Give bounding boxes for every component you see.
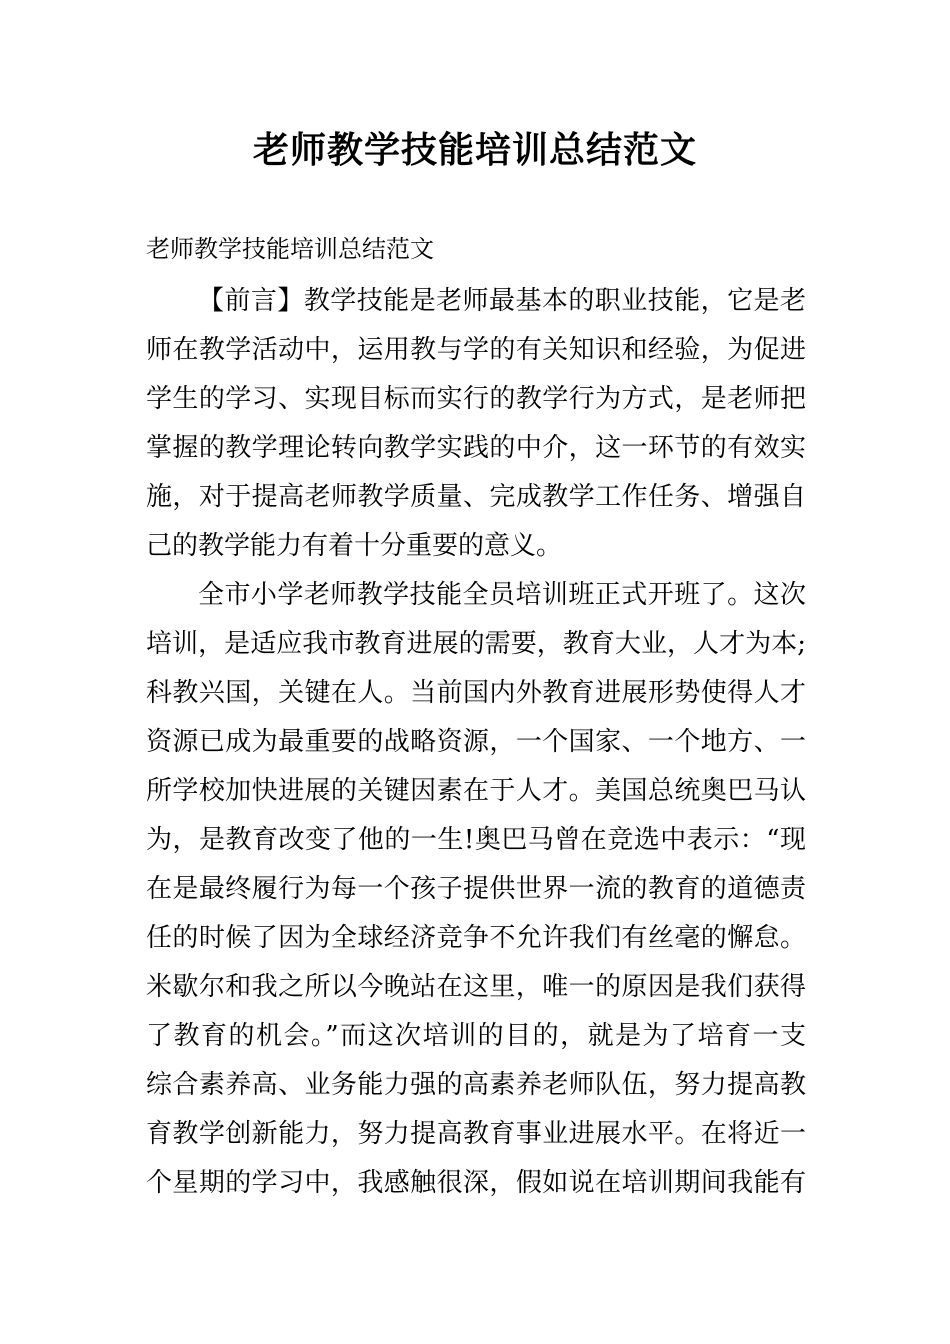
paragraph-training <box>146 575 806 1212</box>
text-line: 为，是教育改变了他的一生!奥巴马曾在竞选中表示：“现 <box>146 825 806 855</box>
paragraph-preface <box>146 281 806 575</box>
text-line: 科教兴国，关键在人。当前国内外教育进展形势使得人才 <box>146 678 806 708</box>
text-line: 综合素养高、业务能力强的高素养老师队伍，努力提高教 <box>146 1070 806 1100</box>
text-line: 己的教学能力有着十分重要的意义。 <box>146 531 563 561</box>
text-line: 在是最终履行为每一个孩子提供世界一流的教育的道德责 <box>146 874 806 904</box>
text-line: 全市小学老师教学技能全员培训班正式开班了。这次 <box>198 580 806 610</box>
document-title: 老师教学技能培训总结范文 <box>252 130 697 171</box>
text-line: 任的时候了因为全球经济竞争不允许我们有丝毫的懈怠。 <box>146 923 806 953</box>
text-line: 培训，是适应我市教育进展的需要，教育大业，人才为本; <box>146 629 806 659</box>
document-body <box>146 281 806 1212</box>
text-line: 【前言】教学技能是老师最基本的职业技能，它是老 <box>198 286 806 316</box>
text-line: 个星期的学习中，我感触很深，假如说在培训期间我能有 <box>146 1168 806 1198</box>
text-line: 学生的学习、实现目标而实行的教学行为方式，是老师把 <box>146 384 806 414</box>
text-line: 育教学创新能力，努力提高教育事业进展水平。在将近一 <box>146 1119 806 1149</box>
text-line: 师在教学活动中，运用教与学的有关知识和经验，为促进 <box>146 335 806 365</box>
document-subtitle: 老师教学技能培训总结范文 <box>146 235 434 263</box>
text-line: 掌握的教学理论转向教学实践的中介，这一环节的有效实 <box>146 433 806 463</box>
text-line: 施，对于提高老师教学质量、完成教学工作任务、增强自 <box>146 482 806 512</box>
text-line: 所学校加快进展的关键因素在于人才。美国总统奥巴马认 <box>146 776 806 806</box>
text-line: 了教育的机会。”而这次培训的目的，就是为了培育一支 <box>146 1021 806 1051</box>
text-line: 资源已成为最重要的战略资源，一个国家、一个地方、一 <box>146 727 806 757</box>
text-line: 米歇尔和我之所以今晚站在这里，唯一的原因是我们获得 <box>146 972 806 1002</box>
